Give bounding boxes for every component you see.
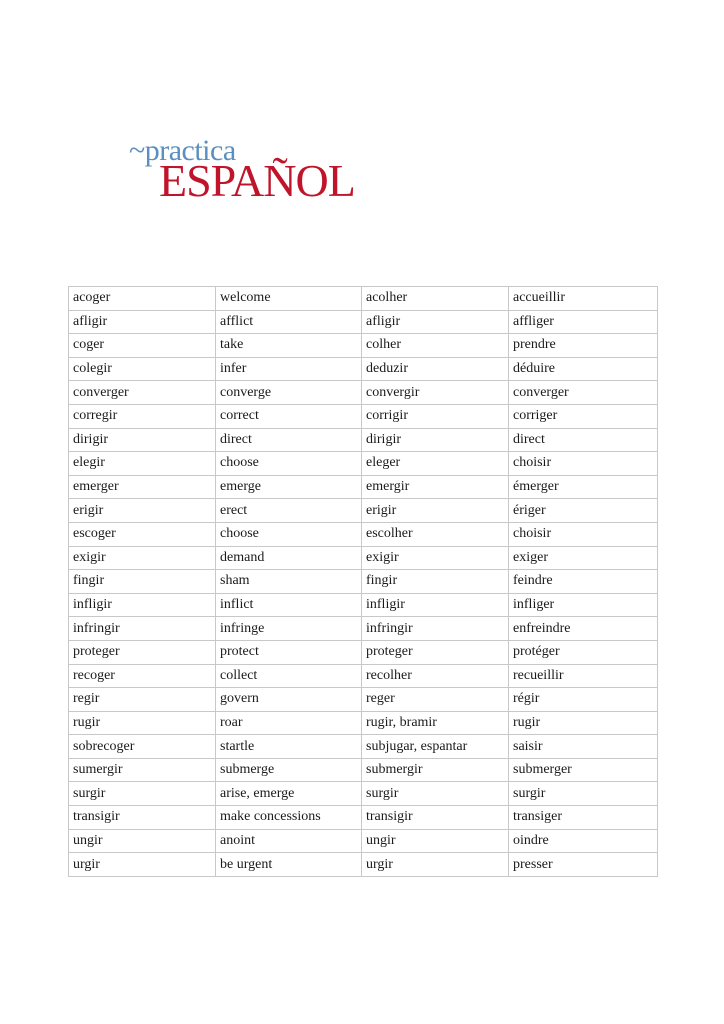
spanish-cell: infringir bbox=[69, 617, 216, 641]
spanish-cell: ungir bbox=[69, 829, 216, 853]
french-cell: émerger bbox=[509, 475, 658, 499]
english-cell: direct bbox=[216, 428, 362, 452]
table-row bbox=[69, 853, 658, 877]
table-row bbox=[69, 428, 658, 452]
french-cell: protéger bbox=[509, 640, 658, 664]
spanish-cell: surgir bbox=[69, 782, 216, 806]
french-cell: choisir bbox=[509, 452, 658, 476]
french-cell: exiger bbox=[509, 546, 658, 570]
spanish-cell: emerger bbox=[69, 475, 216, 499]
portuguese-cell: eleger bbox=[362, 452, 509, 476]
portuguese-cell: infringir bbox=[362, 617, 509, 641]
portuguese-cell: fingir bbox=[362, 570, 509, 594]
english-cell: arise, emerge bbox=[216, 782, 362, 806]
spanish-cell: escoger bbox=[69, 522, 216, 546]
logo-practica-text: ~practica bbox=[129, 134, 236, 167]
french-cell: enfreindre bbox=[509, 617, 658, 641]
english-cell: infringe bbox=[216, 617, 362, 641]
spanish-cell: coger bbox=[69, 334, 216, 358]
english-cell: erect bbox=[216, 499, 362, 523]
table-row bbox=[69, 829, 658, 853]
portuguese-cell: proteger bbox=[362, 640, 509, 664]
portuguese-cell: acolher bbox=[362, 287, 509, 311]
english-cell: roar bbox=[216, 711, 362, 735]
table-row bbox=[69, 664, 658, 688]
english-cell: infer bbox=[216, 357, 362, 381]
table-row bbox=[69, 806, 658, 830]
english-cell: demand bbox=[216, 546, 362, 570]
spanish-cell: elegir bbox=[69, 452, 216, 476]
french-cell: converger bbox=[509, 381, 658, 405]
english-cell: emerge bbox=[216, 475, 362, 499]
portuguese-cell: ungir bbox=[362, 829, 509, 853]
table-row bbox=[69, 640, 658, 664]
english-cell: submerge bbox=[216, 758, 362, 782]
table-row bbox=[69, 334, 658, 358]
table-row bbox=[69, 287, 658, 311]
french-cell: submerger bbox=[509, 758, 658, 782]
table-row bbox=[69, 735, 658, 759]
english-cell: take bbox=[216, 334, 362, 358]
table-row bbox=[69, 499, 658, 523]
english-cell: choose bbox=[216, 522, 362, 546]
spanish-cell: corregir bbox=[69, 404, 216, 428]
french-cell: recueillir bbox=[509, 664, 658, 688]
english-cell: anoint bbox=[216, 829, 362, 853]
portuguese-cell: submergir bbox=[362, 758, 509, 782]
portuguese-cell: escolher bbox=[362, 522, 509, 546]
spanish-cell: colegir bbox=[69, 357, 216, 381]
spanish-cell: converger bbox=[69, 381, 216, 405]
spanish-cell: infligir bbox=[69, 593, 216, 617]
french-cell: régir bbox=[509, 688, 658, 712]
portuguese-cell: transigir bbox=[362, 806, 509, 830]
english-cell: make concessions bbox=[216, 806, 362, 830]
table-row bbox=[69, 381, 658, 405]
portuguese-cell: colher bbox=[362, 334, 509, 358]
spanish-cell: proteger bbox=[69, 640, 216, 664]
english-cell: converge bbox=[216, 381, 362, 405]
portuguese-cell: recolher bbox=[362, 664, 509, 688]
english-cell: inflict bbox=[216, 593, 362, 617]
french-cell: corriger bbox=[509, 404, 658, 428]
table-row bbox=[69, 570, 658, 594]
table-row bbox=[69, 522, 658, 546]
table-row bbox=[69, 452, 658, 476]
spanish-cell: erigir bbox=[69, 499, 216, 523]
english-cell: be urgent bbox=[216, 853, 362, 877]
table-row bbox=[69, 758, 658, 782]
french-cell: saisir bbox=[509, 735, 658, 759]
spanish-cell: acoger bbox=[69, 287, 216, 311]
french-cell: affliger bbox=[509, 310, 658, 334]
french-cell: direct bbox=[509, 428, 658, 452]
spanish-cell: sobrecoger bbox=[69, 735, 216, 759]
table-row bbox=[69, 782, 658, 806]
french-cell: choisir bbox=[509, 522, 658, 546]
spanish-cell: urgir bbox=[69, 853, 216, 877]
portuguese-cell: afligir bbox=[362, 310, 509, 334]
table-body bbox=[69, 287, 658, 877]
french-cell: déduire bbox=[509, 357, 658, 381]
spanish-cell: dirigir bbox=[69, 428, 216, 452]
french-cell: prendre bbox=[509, 334, 658, 358]
logo-espanol-text: ESPAÑOL bbox=[159, 155, 355, 206]
verb-translation-table bbox=[68, 286, 657, 877]
portuguese-cell: convergir bbox=[362, 381, 509, 405]
french-cell: presser bbox=[509, 853, 658, 877]
english-cell: welcome bbox=[216, 287, 362, 311]
portuguese-cell: rugir, bramir bbox=[362, 711, 509, 735]
english-cell: collect bbox=[216, 664, 362, 688]
french-cell: transiger bbox=[509, 806, 658, 830]
portuguese-cell: surgir bbox=[362, 782, 509, 806]
table-row bbox=[69, 688, 658, 712]
spanish-cell: transigir bbox=[69, 806, 216, 830]
english-cell: protect bbox=[216, 640, 362, 664]
portuguese-cell: infligir bbox=[362, 593, 509, 617]
spanish-cell: fingir bbox=[69, 570, 216, 594]
english-cell: sham bbox=[216, 570, 362, 594]
table-row bbox=[69, 404, 658, 428]
table-row bbox=[69, 475, 658, 499]
portuguese-cell: reger bbox=[362, 688, 509, 712]
portuguese-cell: subjugar, espantar bbox=[362, 735, 509, 759]
english-cell: govern bbox=[216, 688, 362, 712]
table-row bbox=[69, 310, 658, 334]
spanish-cell: rugir bbox=[69, 711, 216, 735]
french-cell: surgir bbox=[509, 782, 658, 806]
table-row bbox=[69, 357, 658, 381]
french-cell: oindre bbox=[509, 829, 658, 853]
portuguese-cell: emergir bbox=[362, 475, 509, 499]
english-cell: afflict bbox=[216, 310, 362, 334]
spanish-cell: afligir bbox=[69, 310, 216, 334]
french-cell: ériger bbox=[509, 499, 658, 523]
spanish-cell: regir bbox=[69, 688, 216, 712]
portuguese-cell: dirigir bbox=[362, 428, 509, 452]
portuguese-cell: corrigir bbox=[362, 404, 509, 428]
spanish-cell: recoger bbox=[69, 664, 216, 688]
french-cell: accueillir bbox=[509, 287, 658, 311]
portuguese-cell: deduzir bbox=[362, 357, 509, 381]
english-cell: startle bbox=[216, 735, 362, 759]
english-cell: correct bbox=[216, 404, 362, 428]
spanish-cell: sumergir bbox=[69, 758, 216, 782]
portuguese-cell: exigir bbox=[362, 546, 509, 570]
portuguese-cell: erigir bbox=[362, 499, 509, 523]
practica-espanol-logo bbox=[129, 132, 369, 204]
table-row bbox=[69, 617, 658, 641]
french-cell: infliger bbox=[509, 593, 658, 617]
table-row bbox=[69, 593, 658, 617]
french-cell: rugir bbox=[509, 711, 658, 735]
spanish-cell: exigir bbox=[69, 546, 216, 570]
french-cell: feindre bbox=[509, 570, 658, 594]
portuguese-cell: urgir bbox=[362, 853, 509, 877]
table-row bbox=[69, 711, 658, 735]
table-row bbox=[69, 546, 658, 570]
english-cell: choose bbox=[216, 452, 362, 476]
